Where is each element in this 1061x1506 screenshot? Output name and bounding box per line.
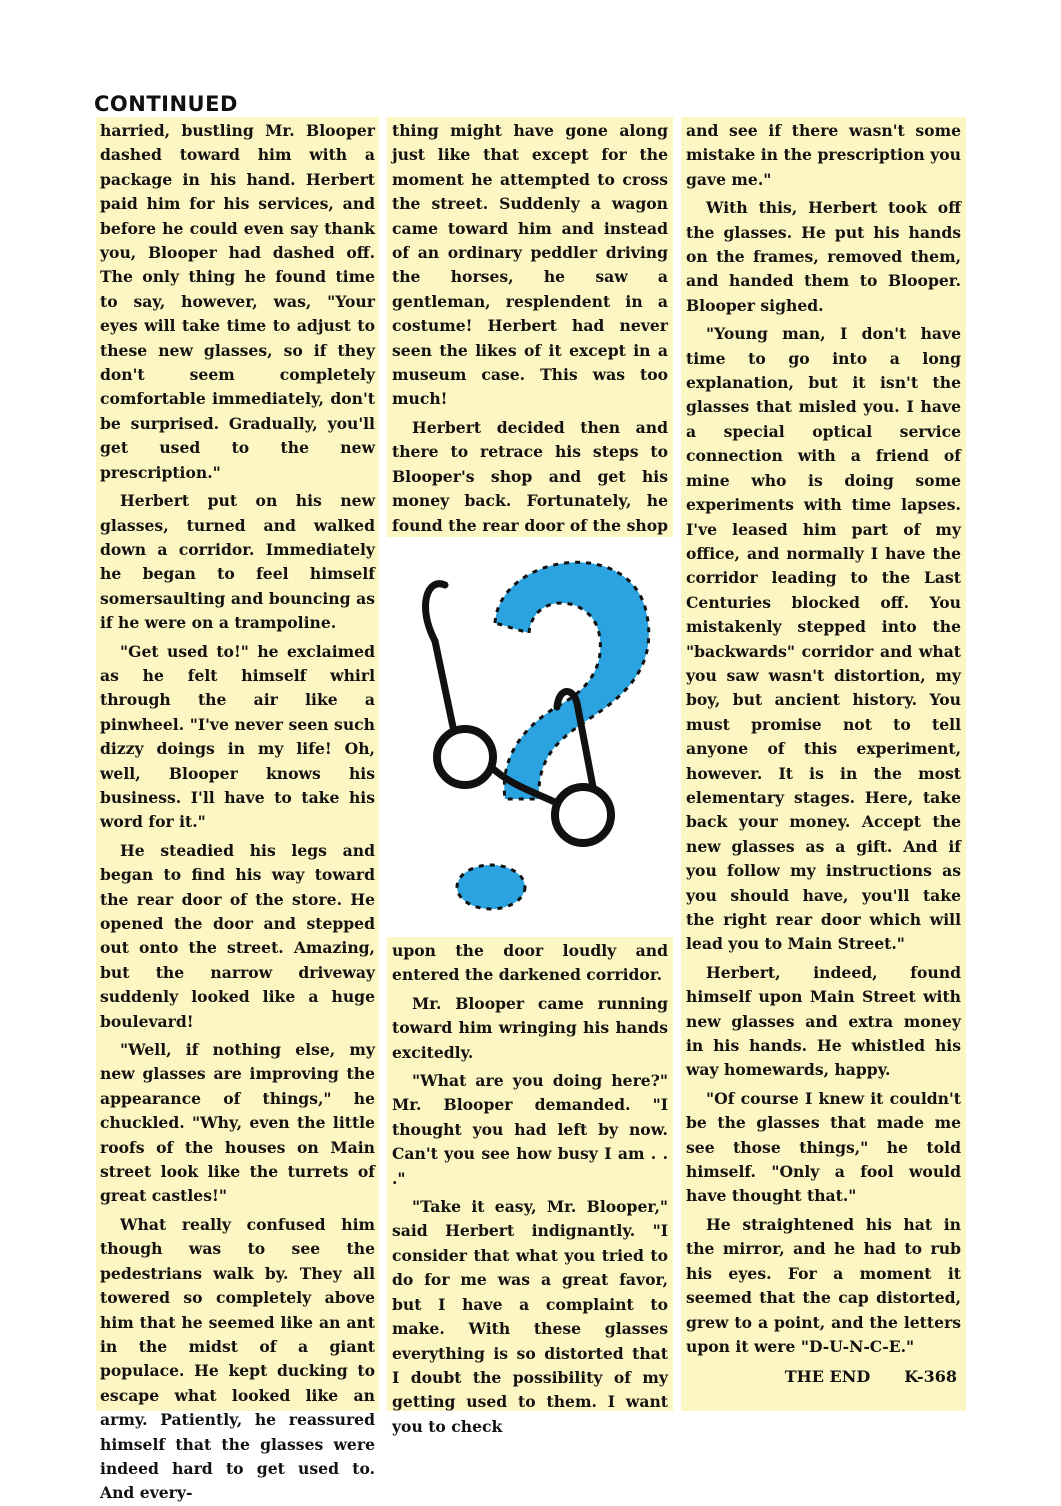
paragraph: thing might have gone along just like that except for the moment he attempted to cross the street. Suddenly a wagon came toward him and instead of an ordinary peddler driving the horses, he saw a gentleman, resplendent in a costume! Herbert had never seen the likes of it except in a museum case. This was too much! (392, 121, 668, 409)
end-line (686, 1365, 961, 1389)
paragraph: Herbert decided then and there to retrace his steps to Blooper's shop and get his money back. Fortunately, he found the rear door of the shop (392, 417, 668, 535)
paragraph: With this, Herbert took off the glasses. He put his hands on the frames, removed them, and handed them to Blooper. Blooper sighed. (686, 198, 961, 315)
paragraph: What really confused him though was to see the pedestrians walk by. They all towered so completely above him that he seemed like an ant in the midst of a giant populace. He kept ducking to escape what looked like an army. Patiently, he reassured himself that the glasses were indeed hard to get used to. And every- (100, 1214, 375, 1503)
text-column-3 (681, 117, 966, 1411)
page-code: K-368 (904, 1367, 957, 1387)
paragraph: "Well, if nothing else, my new glasses are improving the appearance of things," he chuckled. "Why, even the little roofs of the houses on Main street look like the turrets of great castles!" (100, 1040, 375, 1206)
paragraph: "Young man, I don't have time to go into a long explanation, but it isn't the glasses that misled you. I have a special optical service connection with a friend of mine who is doing some experiments with time lapses. I've leased him part of my office, and normally I have the corridor leading to the Last Centuries blocked off. You mistakenly stepped into the "backwards" corridor and what you saw wasn't distortion, my boy, but ancient history. You must promise not to tell anyone of this experiment, however. It is in the most elementary stages. Here, take back your money. Accept the new glasses as a gift. And if you follow my instructions as you should have, you'll take the right rear door which will lead you to Main Street." (686, 324, 961, 954)
paragraph: harried, bustling Mr. Blooper dashed toward him with a package in his hand. Herbert paid him for his services, and before he could even say thank you, Blooper had dashed off. The only thing he found time to say, however, was, "Your eyes will take time to adjust to these new glasses, so if they don't seem completely comfortable immediately, don't be surprised. Gradually, you'll get used to the new prescription." (100, 121, 375, 482)
the-end-label: THE END (784, 1367, 871, 1387)
paragraph: "Get used to!" he exclaimed as he felt himself whirl through the air like a pinwheel. "I've never seen such dizzy doings in my life! Oh, well, Blooper knows his business. I'll have to take his word for it." (100, 641, 375, 832)
paragraph: Herbert put on his new glasses, turned and walked down a corridor. Immediately he began to feel himself somersaulting and bouncing as if he were on a trampoline. (100, 491, 375, 633)
paragraph: He straightened his hat in the mirror, and he had to rub his eyes. For a moment it seemed that the cap distorted, grew to a point, and the letters upon it were "D-U-N-C-E." (686, 1214, 961, 1356)
paragraph: Herbert, indeed, found himself upon Main Street with new glasses and extra money in his hands. He whistled his way homewards, happy. (686, 962, 961, 1080)
paragraph: "What are you doing here?" Mr. Blooper demanded. "I thought you had left by now. Can't you see how busy I am . . ." (392, 1071, 668, 1188)
text-column-2-top (387, 117, 673, 537)
paragraph: and see if there wasn't some mistake in the prescription you gave me." (686, 121, 961, 189)
question-glasses-icon (387, 537, 673, 937)
text-column-1 (96, 117, 379, 1503)
question-mark-glasses-illustration (387, 537, 673, 937)
paragraph: Mr. Blooper came running toward him wringing his hands excitedly. (392, 993, 668, 1062)
paragraph: He steadied his legs and began to find his way toward the rear door of the store. He opened the door and stepped out onto the street. Amazing, but the narrow driveway suddenly looked like a huge boulevard! (100, 840, 375, 1031)
continued-header: CONTINUED (94, 92, 238, 116)
paragraph: "Of course I knew it couldn't be the glasses that made me see those things," he told himself. "Only a fool would have thought that." (686, 1088, 961, 1206)
paragraph: upon the door loudly and entered the darkened corridor. (392, 941, 668, 985)
paragraph: "Take it easy, Mr. Blooper," said Herbert indignantly. "I consider that what you tried to do for me was a great favor, but I have a complaint to make. With these glasses everything is so distorted that I doubt the possibility of my getting used to them. I want you to check (392, 1197, 668, 1436)
text-column-2-bottom (387, 937, 673, 1436)
